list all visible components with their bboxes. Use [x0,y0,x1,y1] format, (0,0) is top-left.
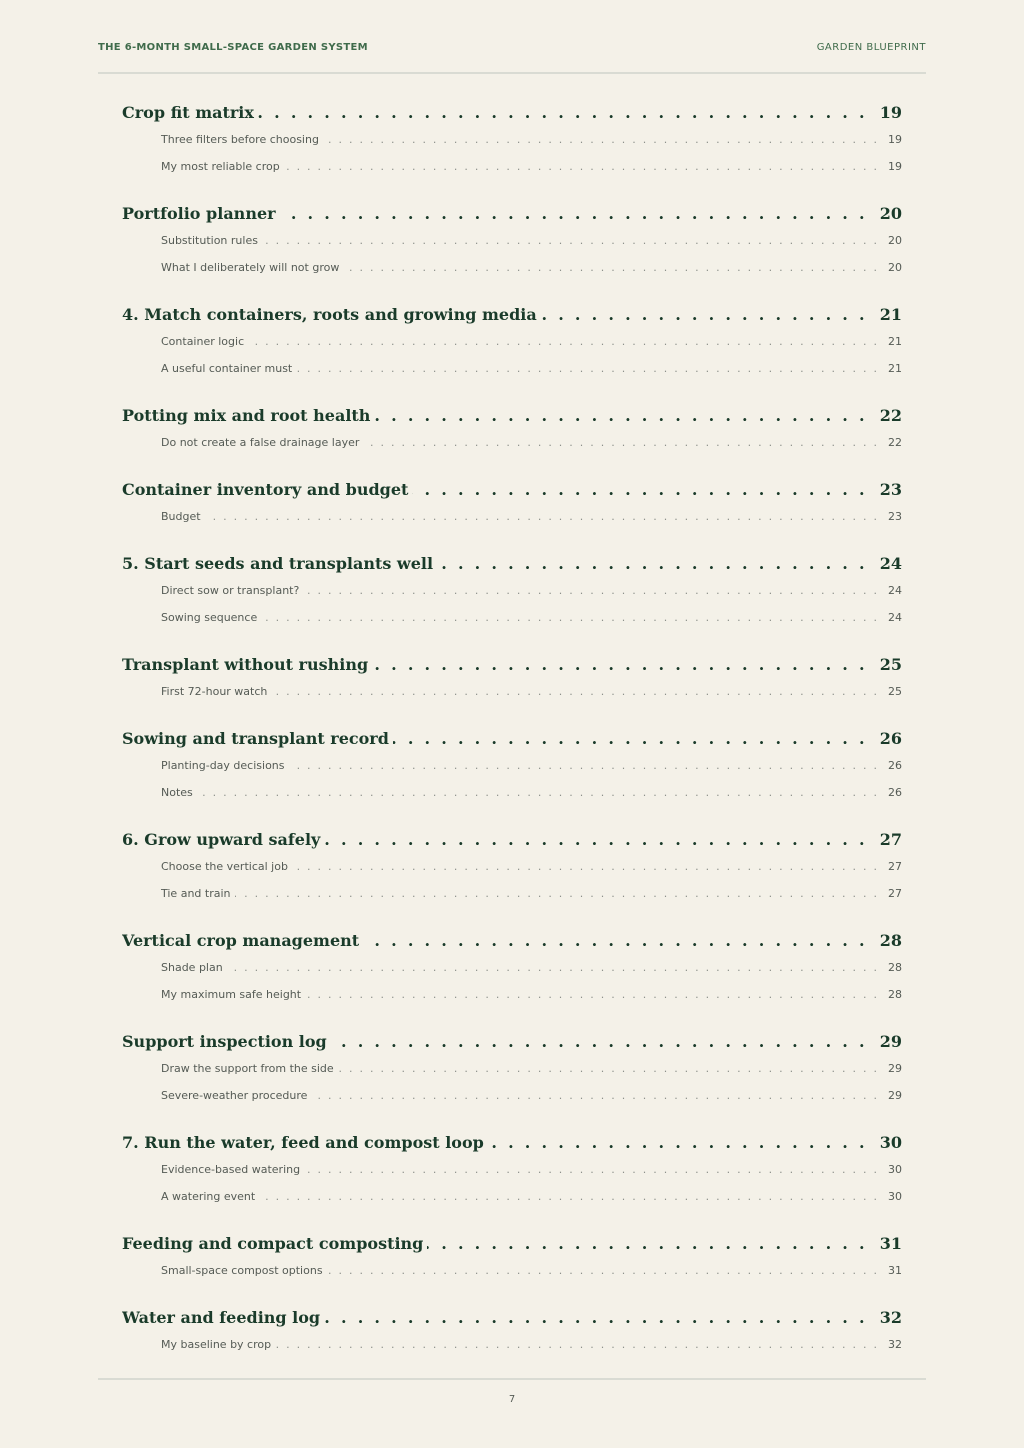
toc-subentry-page: 26 [888,786,902,799]
dot-leader [338,1062,884,1075]
toc-subentry-title: Do not create a false drainage layer [161,436,360,449]
toc-subentry-page: 27 [888,887,902,900]
toc-entry-page: 23 [879,480,902,499]
toc-subentry-page: 20 [888,234,902,247]
toc-entry-page: 22 [879,406,902,425]
toc-subentry[interactable] [122,436,902,463]
toc-section [122,204,902,288]
toc-subentry-title: Shade plan [161,961,223,974]
toc-subentry[interactable] [122,759,902,786]
toc-subentry-title: A useful container must [161,362,293,375]
toc-subentry-title: Evidence-based watering [161,1163,301,1176]
toc-subentry[interactable] [122,860,902,887]
dot-leader [205,510,884,523]
toc-entry-title: Water and feeding log [122,1308,321,1327]
dot-leader [227,961,884,974]
toc-entry-page: 24 [879,554,902,573]
dot-leader [331,1032,876,1051]
toc-subentry-title: First 72-hour watch [161,685,268,698]
toc-entry-page: 25 [879,655,902,674]
toc-entry-page: 21 [879,305,902,324]
toc-subentry[interactable] [122,261,902,288]
toc-subentry-title: Severe-weather procedure [161,1089,308,1102]
toc-entry-page: 26 [879,729,902,748]
toc-subentry[interactable] [122,234,902,261]
toc-entry-title: Feeding and compact composting [122,1234,424,1253]
toc-subentry-page: 28 [888,988,902,1001]
toc-subentry-title: Budget [161,510,201,523]
toc-subentry-page: 29 [888,1089,902,1102]
dot-leader [363,931,876,950]
dot-leader [323,133,884,146]
dot-leader [259,1190,884,1203]
toc-subentry-title: Small-space compost options [161,1264,323,1277]
dot-leader [296,362,884,375]
toc-entry-page: 30 [879,1133,902,1152]
toc-entry-title: Container inventory and budget [122,480,409,499]
dot-leader [311,1089,884,1102]
toc-subentry[interactable] [122,335,902,362]
toc-entry[interactable] [122,655,902,685]
toc-entry-title: Portfolio planner [122,204,276,223]
toc-subentry[interactable] [122,1190,902,1217]
toc-entry-page: 19 [879,103,902,122]
toc-entry-page: 28 [879,931,902,950]
toc-subentry-page: 29 [888,1062,902,1075]
dot-leader [393,729,876,748]
dot-leader [261,611,884,624]
toc-subentry-page: 27 [888,860,902,873]
toc-subentry[interactable] [122,786,902,813]
toc-subentry-title: What I deliberately will not grow [161,261,340,274]
toc-entry-title: Transplant without rushing [122,655,369,674]
dot-leader [284,160,884,173]
toc-entry[interactable] [122,305,902,335]
toc-section [122,1234,902,1291]
dot-leader [427,1234,875,1253]
toc-entry[interactable] [122,554,902,584]
dot-leader [262,234,884,247]
toc-subentry-page: 19 [888,133,902,146]
toc-subentry-title: Notes [161,786,193,799]
toc-subentry-page: 30 [888,1163,902,1176]
toc-subentry[interactable] [122,160,902,187]
dot-leader [374,406,875,425]
section-label: GARDEN BLUEPRINT [816,42,926,53]
toc-entry-page: 31 [879,1234,902,1253]
toc-subentry-title: Container logic [161,335,245,348]
toc-subentry-page: 20 [888,261,902,274]
toc-subentry-page: 31 [888,1264,902,1277]
toc-entry-title: 7. Run the water, feed and compost loop [122,1133,484,1152]
toc-section [122,103,902,187]
dot-leader [275,1338,884,1351]
toc-entry[interactable] [122,1308,902,1338]
toc-entry[interactable] [122,729,902,759]
toc-subentry[interactable] [122,887,902,914]
dot-leader [541,305,876,324]
toc-entry-page: 29 [879,1032,902,1051]
toc-subentry-title: My maximum safe height [161,988,302,1001]
toc-section [122,830,902,914]
dot-leader [324,830,875,849]
toc-subentry[interactable] [122,988,902,1015]
toc-entry[interactable] [122,103,902,133]
toc-subentry-page: 30 [888,1190,902,1203]
toc-entry-title: 6. Grow upward safely [122,830,321,849]
dot-leader [304,1163,884,1176]
toc-section [122,406,902,463]
toc-subentry[interactable] [122,961,902,988]
book-title: THE 6-MONTH SMALL-SPACE GARDEN SYSTEM [98,42,368,53]
dot-leader [197,786,884,799]
toc-entry[interactable] [122,931,902,961]
toc-subentry-title: A watering event [161,1190,256,1203]
toc-subentry-page: 21 [888,362,902,375]
toc-subentry-title: Planting-day decisions [161,759,285,772]
toc-subentry[interactable] [122,685,902,712]
toc-subentry-page: 24 [888,584,902,597]
dot-leader [235,887,885,900]
toc-entry-page: 27 [879,830,902,849]
dot-leader [363,436,884,449]
toc-subentry-title: Three filters before choosing [161,133,319,146]
toc-entry-title: Vertical crop management [122,931,360,950]
running-header [98,42,926,74]
toc-subentry-page: 21 [888,335,902,348]
toc-section [122,305,902,389]
dot-leader [488,1133,876,1152]
toc-subentry[interactable] [122,1062,902,1089]
toc-subentry-page: 32 [888,1338,902,1351]
toc-section [122,1308,902,1365]
toc-subentry-title: Sowing sequence [161,611,258,624]
dot-leader [303,584,884,597]
toc-subentry-title: My most reliable crop [161,160,280,173]
toc-subentry-page: 24 [888,611,902,624]
toc-entry[interactable] [122,480,902,510]
toc-entry[interactable] [122,406,902,436]
toc-subentry-page: 19 [888,160,902,173]
dot-leader [343,261,884,274]
toc-entry-title: Potting mix and root health [122,406,371,425]
toc-subentry[interactable] [122,1338,902,1365]
toc-subentry[interactable] [122,611,902,638]
toc-subentry-title: Tie and train [161,887,231,900]
toc-section [122,931,902,1015]
dot-leader [305,988,884,1001]
table-of-contents [122,103,902,1382]
dot-leader [248,335,884,348]
toc-section [122,729,902,813]
toc-subentry-page: 26 [888,759,902,772]
toc-subentry-title: My baseline by crop [161,1338,272,1351]
toc-entry[interactable] [122,1234,902,1264]
toc-entry-title: 5. Start seeds and transplants well [122,554,434,573]
toc-section [122,1133,902,1217]
dot-leader [372,655,876,674]
toc-entry-title: Crop fit matrix [122,103,254,122]
dot-leader [324,1308,876,1327]
dot-leader [280,204,876,223]
toc-subentry[interactable] [122,584,902,611]
toc-subentry-page: 25 [888,685,902,698]
toc-section [122,554,902,638]
dot-leader [437,554,876,573]
toc-entry[interactable] [122,830,902,860]
toc-subentry-page: 28 [888,961,902,974]
toc-section [122,1032,902,1116]
toc-entry-title: Sowing and transplant record [122,729,389,748]
toc-subentry-title: Draw the support from the side [161,1062,334,1075]
dot-leader [292,860,884,873]
dot-leader [412,480,875,499]
dot-leader [258,103,876,122]
toc-subentry[interactable] [122,1163,902,1190]
toc-subentry[interactable] [122,1089,902,1116]
toc-subentry[interactable] [122,1264,902,1291]
toc-entry[interactable] [122,204,902,234]
toc-entry-page: 32 [879,1308,902,1327]
toc-entry-title: Support inspection log [122,1032,327,1051]
toc-entry-page: 20 [879,204,902,223]
dot-leader [271,685,884,698]
toc-subentry[interactable] [122,133,902,160]
toc-entry[interactable] [122,1032,902,1062]
footer-divider [98,1378,926,1380]
dot-leader [327,1264,884,1277]
toc-entry-title: 4. Match containers, roots and growing media [122,305,537,324]
toc-entry[interactable] [122,1133,902,1163]
toc-subentry-title: Choose the vertical job [161,860,288,873]
toc-section [122,480,902,537]
toc-subentry-page: 23 [888,510,902,523]
toc-subentry-page: 22 [888,436,902,449]
toc-subentry-title: Direct sow or transplant? [161,584,300,597]
toc-subentry[interactable] [122,510,902,537]
toc-section [122,655,902,712]
toc-subentry[interactable] [122,362,902,389]
toc-subentry-title: Substitution rules [161,234,258,247]
page-number: 7 [508,1394,516,1405]
dot-leader [289,759,885,772]
